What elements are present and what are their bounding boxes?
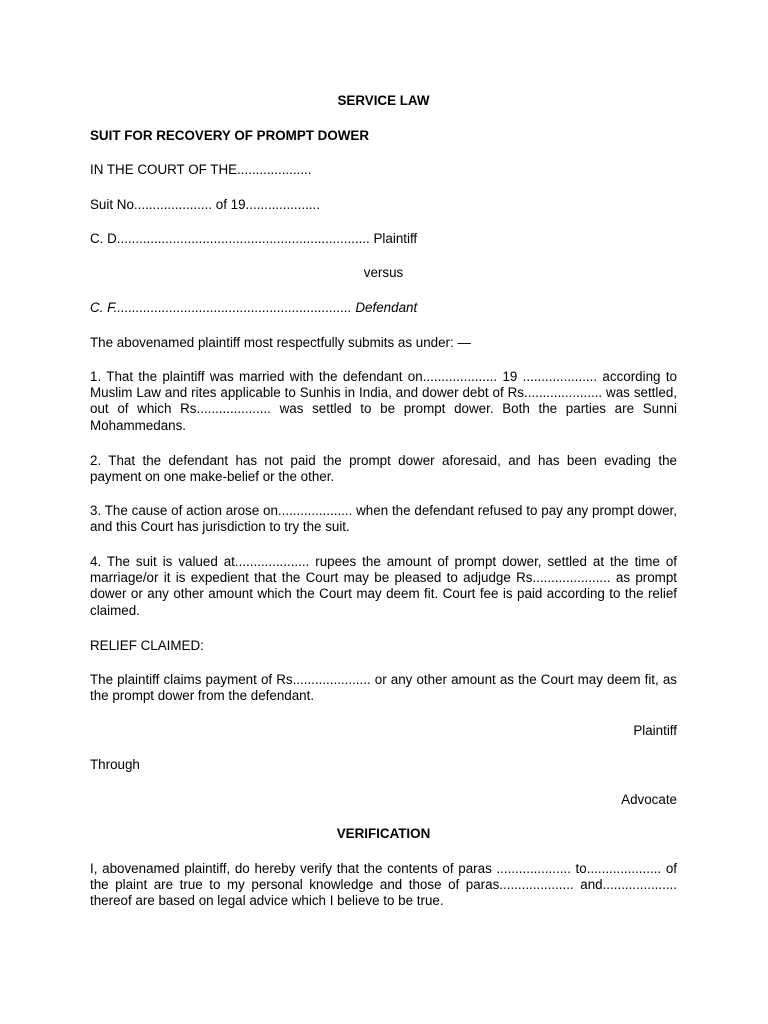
defendant-line: C. F................................................................ Defendant (90, 300, 418, 315)
relief-paragraph: The plaintiff claims payment of Rs..................... or any other amount as the Court may deem fit, as the prompt dower from the defendant. (90, 672, 677, 704)
document-subtitle: SUIT FOR RECOVERY OF PROMPT DOWER (90, 128, 369, 143)
through-label: Through (90, 757, 140, 772)
plaintiff-signature-label: Plaintiff (633, 723, 677, 738)
intro-paragraph: The abovenamed plaintiff most respectfully submits as under: — (90, 335, 471, 350)
paragraph-4: 4. The suit is valued at.................... rupees the amount of prompt dower, settled at the time of marriage/or it is expedient that the Court may be pleased to adjudge Rs..................... as prompt dower or any other amount which the Court may deem fit. Court fee is paid according to the relief claimed. (90, 554, 677, 618)
versus-label: versus (363, 265, 404, 280)
relief-heading: RELIEF CLAIMED: (90, 638, 204, 653)
plaintiff-line: C. D.................................................................... Plaintiff (90, 231, 418, 246)
suit-number-line: Suit No..................... of 19.................... (90, 197, 320, 212)
document-title: SERVICE LAW (337, 93, 430, 108)
verification-paragraph: I, abovenamed plaintiff, do hereby verify that the contents of paras .................... to.................... of the plaint are true to my personal knowledge and those of paras.................... and.................... thereof are based on legal advice which I believe to be true. (90, 861, 677, 909)
paragraph-3: 3. The cause of action arose on.................... when the defendant refused to pay any prompt dower, and this Court has jurisdiction to try the suit. (90, 503, 677, 535)
verification-heading: VERIFICATION (336, 826, 431, 841)
paragraph-2: 2. That the defendant has not paid the prompt dower aforesaid, and has been evading the payment on one make-belief or the other. (90, 453, 677, 485)
advocate-signature-label: Advocate (621, 792, 677, 807)
court-line: IN THE COURT OF THE.................... (90, 162, 312, 177)
paragraph-1: 1. That the plaintiff was married with the defendant on.................... 19 .................... according to Muslim Law and rites applicable to Sunhis in India, and dower debt of Rs..................... was settled, out of which Rs.................... was settled to be prompt dower. Both the parties are Sunni Mohammedans. (90, 369, 677, 433)
